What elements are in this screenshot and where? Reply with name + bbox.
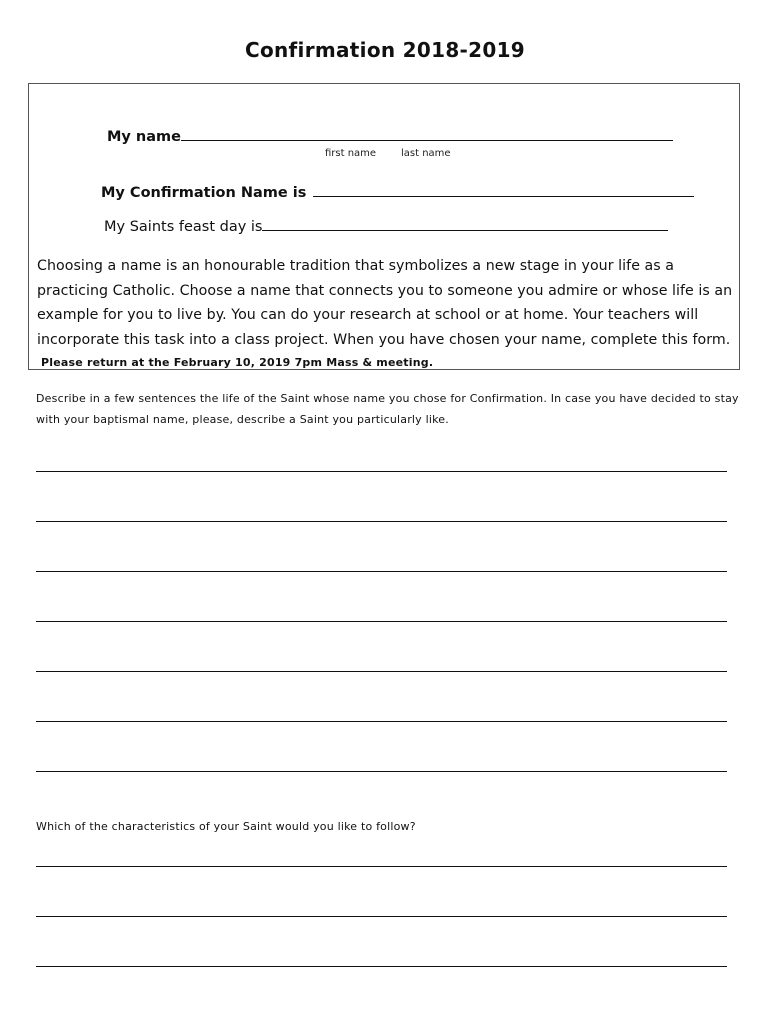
student-info-box (28, 83, 740, 370)
answer-line-q2[interactable] (36, 916, 727, 917)
answer-line-q1[interactable] (36, 471, 727, 472)
answer-line-q1[interactable] (36, 521, 727, 522)
answer-line-q1[interactable] (36, 671, 727, 672)
return-note: Please return at the February 10, 2019 7pm Mass & meeting. (41, 356, 434, 369)
page-title: Confirmation 2018-2019 (245, 38, 525, 62)
name-input-line[interactable] (181, 126, 673, 141)
feast-day-label: My Saints feast day is (104, 219, 263, 235)
confirmation-name-input-line[interactable] (313, 182, 694, 197)
question-characteristics: Which of the characteristics of your Saint would you like to follow? (36, 820, 416, 833)
instructions-paragraph: Choosing a name is an honourable tradition that symbolizes a new stage in your life as a practicing Catholic. Choose a name that connects you to someone you admire or whose life is an example for you to live by. You can do your research at school or at home. Your teachers will incorporate this task into a class project. When you have chosen your name, complete this form. (37, 258, 733, 348)
confirmation-name-row (101, 182, 694, 201)
answer-line-q1[interactable] (36, 621, 727, 622)
confirmation-name-label: My Confirmation Name is (101, 185, 307, 201)
name-label: My name (107, 129, 181, 145)
answer-line-q1[interactable] (36, 571, 727, 572)
feast-day-input-line[interactable] (262, 216, 668, 231)
answer-line-q2[interactable] (36, 966, 727, 967)
question-saint-life: Describe in a few sentences the life of the Saint whose name you chose for Confirmation. In case you have decided to stay with your baptismal name, please, describe a Saint you particularly like. (36, 392, 739, 426)
name-row (107, 126, 673, 145)
answer-line-q2[interactable] (36, 866, 727, 867)
answer-line-q1[interactable] (36, 771, 727, 772)
last-name-caption: last name (401, 148, 451, 159)
feast-day-row (104, 216, 668, 235)
answer-line-q1[interactable] (36, 721, 727, 722)
first-name-caption: first name (325, 148, 377, 159)
